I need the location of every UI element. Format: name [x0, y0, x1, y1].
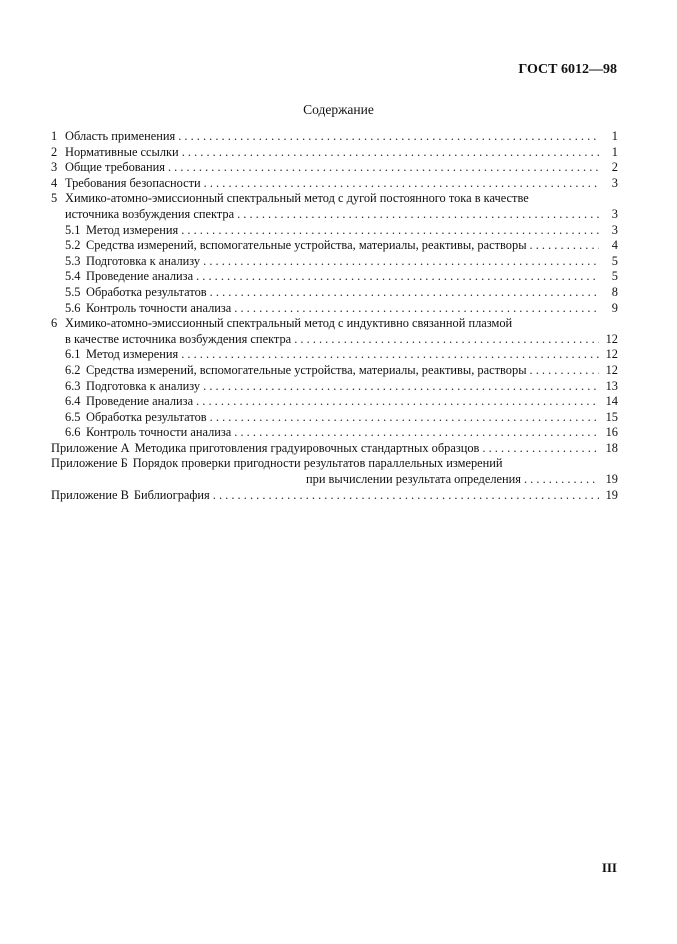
toc-entry-page: 12 [605, 362, 618, 377]
toc-entry-title-line1: Химико-атомно-эмиссионный спектральный метод с дугой постоянного тока в качестве [65, 191, 529, 206]
toc-entry-page: 3 [611, 206, 618, 221]
toc-entry-page: 18 [605, 440, 618, 455]
toc-appendix-label: Приложение Б [51, 456, 128, 471]
toc-entry-2[interactable] [51, 145, 618, 161]
toc-leader-dots [234, 425, 599, 441]
toc-entry-title: Метод измерения [86, 347, 179, 362]
toc-leader-dots [204, 176, 599, 192]
toc-entry-page: 8 [611, 284, 618, 299]
toc-leader-dots [182, 145, 599, 161]
toc-entry-page: 5 [611, 269, 618, 284]
toc-leader-dots [524, 472, 599, 488]
toc-entry-number: 6.6 [65, 425, 81, 440]
toc-entry-5-6[interactable] [51, 301, 618, 317]
toc-entry-title-line2: источника возбуждения спектра [65, 206, 235, 221]
toc-entry-page: 19 [605, 472, 618, 487]
toc-entry-6-6[interactable] [51, 425, 618, 441]
toc-entry-page: 2 [611, 160, 618, 175]
toc-entry-4[interactable] [51, 176, 618, 192]
toc-entry-page: 9 [611, 300, 618, 315]
toc-leader-dots [196, 394, 599, 410]
toc-entry-5-1[interactable] [51, 223, 618, 239]
toc-entry-page: 3 [611, 175, 618, 190]
toc-leader-dots [210, 285, 599, 301]
toc-entry-page: 12 [605, 331, 618, 346]
toc-entry-title: Обработка результатов [86, 409, 207, 424]
toc-entry-title: Библиография [133, 487, 210, 502]
toc-entry-title: Подготовка к анализу [86, 253, 201, 268]
toc-entry-number: 6.5 [65, 409, 81, 424]
toc-leader-dots [237, 207, 599, 223]
toc-entry-number: 2 [51, 144, 58, 159]
toc-entry-title: Средства измерений, вспомогательные устройства, материалы, реактивы, растворы [86, 362, 527, 377]
toc-leader-dots [210, 410, 599, 426]
toc-entry-title: Проведение анализа [86, 269, 194, 284]
toc-entry-page: 15 [605, 409, 618, 424]
toc-entry-page: 4 [611, 238, 618, 253]
toc-entry-5[interactable] [51, 191, 618, 222]
toc-leader-dots [530, 238, 599, 254]
toc-entry-number: 6.3 [65, 378, 81, 393]
toc-appendix-label: Приложение В [51, 487, 129, 502]
toc-appendix-v[interactable] [51, 488, 618, 504]
toc-entry-page: 1 [611, 129, 618, 143]
table-of-contents [51, 129, 618, 503]
toc-entry-6-2[interactable] [51, 363, 618, 379]
toc-leader-dots [482, 441, 599, 457]
toc-leader-dots [234, 301, 599, 317]
toc-entry-5-2[interactable] [51, 238, 618, 254]
toc-entry-page: 19 [605, 487, 618, 502]
toc-entry-3[interactable] [51, 160, 618, 176]
toc-entry-title: Область применения [65, 129, 176, 143]
toc-entry-6-1[interactable] [51, 347, 618, 363]
toc-entry-number: 5.5 [65, 284, 81, 299]
toc-entry-1[interactable] [51, 129, 618, 145]
toc-entry-title-line1: Химико-атомно-эмиссионный спектральный метод с индуктивно связанной плазмой [65, 316, 513, 331]
toc-entry-title: Требования безопасности [65, 175, 201, 190]
toc-entry-title: Контроль точности анализа [86, 425, 232, 440]
toc-leader-dots [178, 129, 599, 145]
toc-entry-number: 5.1 [65, 222, 81, 237]
toc-entry-title: Подготовка к анализу [86, 378, 201, 393]
toc-entry-number: 6.4 [65, 394, 81, 409]
toc-leader-dots [196, 269, 599, 285]
toc-entry-6-4[interactable] [51, 394, 618, 410]
toc-leader-dots [168, 160, 599, 176]
toc-entry-page: 3 [611, 222, 618, 237]
toc-entry-number: 5 [51, 191, 58, 206]
toc-appendix-label: Приложение А [51, 440, 130, 455]
toc-leader-dots [203, 379, 599, 395]
toc-entry-page: 12 [605, 347, 618, 362]
toc-entry-number: 1 [51, 129, 58, 143]
toc-entry-6-5[interactable] [51, 410, 618, 426]
toc-entry-title: Методика приготовления градуировочных стандартных образцов [134, 440, 480, 455]
document-standard-header: ГОСТ 6012—98 [518, 62, 617, 77]
toc-entry-5-5[interactable] [51, 285, 618, 301]
toc-entry-title: Общие требования [65, 160, 165, 175]
toc-entry-title-line1: Порядок проверки пригодности результатов параллельных измерений [132, 456, 503, 471]
toc-entry-number: 5.3 [65, 253, 81, 268]
toc-entry-5-3[interactable] [51, 254, 618, 270]
toc-entry-page: 14 [605, 394, 618, 409]
page-number: III [601, 860, 617, 875]
toc-leader-dots [181, 347, 599, 363]
page-title: Содержание [303, 102, 374, 117]
toc-appendix-b[interactable] [51, 456, 618, 487]
toc-entry-6-3[interactable] [51, 379, 618, 395]
toc-entry-title: Обработка результатов [86, 284, 207, 299]
toc-entry-number: 4 [51, 175, 58, 190]
toc-leader-dots [181, 223, 599, 239]
toc-entry-number: 6 [51, 316, 58, 331]
toc-entry-number: 6.2 [65, 362, 81, 377]
toc-entry-number: 6.1 [65, 347, 81, 362]
toc-appendix-a[interactable] [51, 441, 618, 457]
toc-leader-dots [294, 332, 599, 348]
toc-entry-number: 5.4 [65, 269, 81, 284]
toc-leader-dots [203, 254, 599, 270]
toc-entry-title: Метод измерения [86, 222, 179, 237]
toc-entry-number: 5.6 [65, 300, 81, 315]
toc-entry-page: 13 [605, 378, 618, 393]
toc-entry-title: Нормативные ссылки [65, 144, 179, 159]
toc-entry-title-line2: в качестве источника возбуждения спектра [65, 331, 292, 346]
toc-entry-6[interactable] [51, 316, 618, 347]
toc-entry-page: 1 [611, 144, 618, 159]
toc-leader-dots [530, 363, 599, 379]
toc-entry-title-line2: при вычислении результата определения [306, 472, 521, 487]
toc-entry-number: 3 [51, 160, 58, 175]
toc-entry-title: Проведение анализа [86, 394, 194, 409]
toc-entry-page: 16 [605, 425, 618, 440]
toc-entry-title: Контроль точности анализа [86, 300, 232, 315]
toc-entry-5-4[interactable] [51, 269, 618, 285]
toc-leader-dots [213, 488, 599, 504]
toc-entry-page: 5 [611, 253, 618, 268]
toc-entry-title: Средства измерений, вспомогательные устройства, материалы, реактивы, растворы [86, 238, 527, 253]
toc-entry-number: 5.2 [65, 238, 81, 253]
